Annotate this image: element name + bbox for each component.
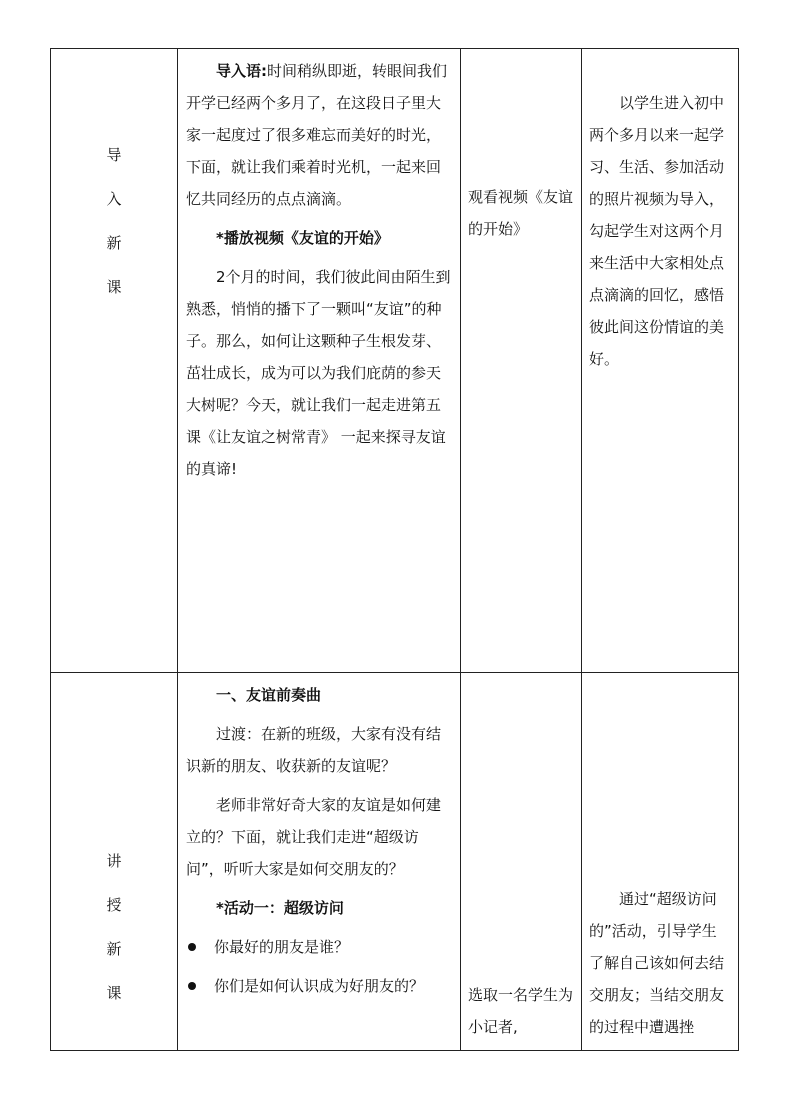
intro-content-cell xyxy=(178,49,461,673)
teach-curiosity: 老师非常好奇大家的友谊是如何建立的？下面，就让我们走进“超级访问”，听听大家是如何交朋友的？ xyxy=(186,796,442,878)
lesson-plan-table xyxy=(50,48,739,1051)
intro-stage-cell xyxy=(51,49,178,673)
teach-purpose: 通过“超级访问的”活动，引导学生了解自己该如何去结交朋友；当结交朋友的过程中遭遇挫 xyxy=(589,890,725,1036)
intro-lead xyxy=(186,55,452,215)
teach-student-cell xyxy=(461,673,582,1051)
intro-label-char: 课 xyxy=(106,278,122,296)
question-text: 你最好的朋友是谁？ xyxy=(214,938,350,956)
list-item xyxy=(186,970,452,1002)
question-text: 你们是如何认识成为好朋友的？ xyxy=(214,977,425,995)
teach-purpose-cell xyxy=(582,673,739,1051)
list-item xyxy=(186,931,452,963)
intro-row xyxy=(51,49,739,673)
teach-content-cell xyxy=(178,673,461,1051)
intro-label-char: 导 xyxy=(106,146,122,164)
teach-section-title: 一、友谊前奏曲 xyxy=(216,686,322,704)
intro-purpose: 以学生进入初中两个多月以来一起学习、生活、参加活动的照片视频为导入，勾起学生对这两个月来生活中大家相处点点滴滴的回忆，感悟彼此间这份情谊的美好。 xyxy=(589,94,725,368)
teach-label-char: 课 xyxy=(106,984,122,1002)
intro-student-activity: 观看视频《友谊的开始》 xyxy=(468,188,574,238)
teach-transition: 过渡：在新的班级，大家有没有结识新的朋友、收获新的友谊呢？ xyxy=(186,725,442,775)
teach-row xyxy=(51,673,739,1051)
question-list xyxy=(186,931,452,1002)
intro-student-cell xyxy=(461,49,582,673)
intro-purpose-cell xyxy=(582,49,739,673)
teach-student-activity: 选取一名学生为小记者, xyxy=(468,986,574,1036)
teach-label-char: 讲 xyxy=(106,852,122,870)
intro-video-line: *播放视频《友谊的开始》 xyxy=(216,229,389,247)
teach-stage-cell xyxy=(51,673,178,1051)
intro-lead-text: 时间稍纵即逝，转眼间我们开学已经两个多月了，在这段日子里大家一起度过了很多难忘而美好的时光，下面，就让我们乘着时光机，一起来回忆共同经历的点点滴滴。 xyxy=(186,62,448,208)
intro-lead-title: 导入语: xyxy=(216,62,267,80)
intro-stage-label xyxy=(51,49,177,321)
bullet-icon xyxy=(188,943,196,951)
intro-paragraph: 2个月的时间，我们彼此间由陌生到熟悉，悄悄的播下了一颗叫“友谊”的种子。那么，如何让这颗种子生根发芽、茁壮成长，成为可以为我们庇荫的参天大树呢？今天，就让我们一起走进第五课《让友谊之树常青》 一起来探寻友谊的真谛! xyxy=(186,268,451,478)
teach-activity-title: *活动一：超级访问 xyxy=(216,899,344,917)
teach-stage-label xyxy=(51,673,177,1027)
intro-label-char: 新 xyxy=(106,234,122,252)
bullet-icon xyxy=(188,982,196,990)
intro-label-char: 入 xyxy=(106,190,122,208)
teach-label-char: 授 xyxy=(106,896,122,914)
teach-label-char: 新 xyxy=(106,940,122,958)
